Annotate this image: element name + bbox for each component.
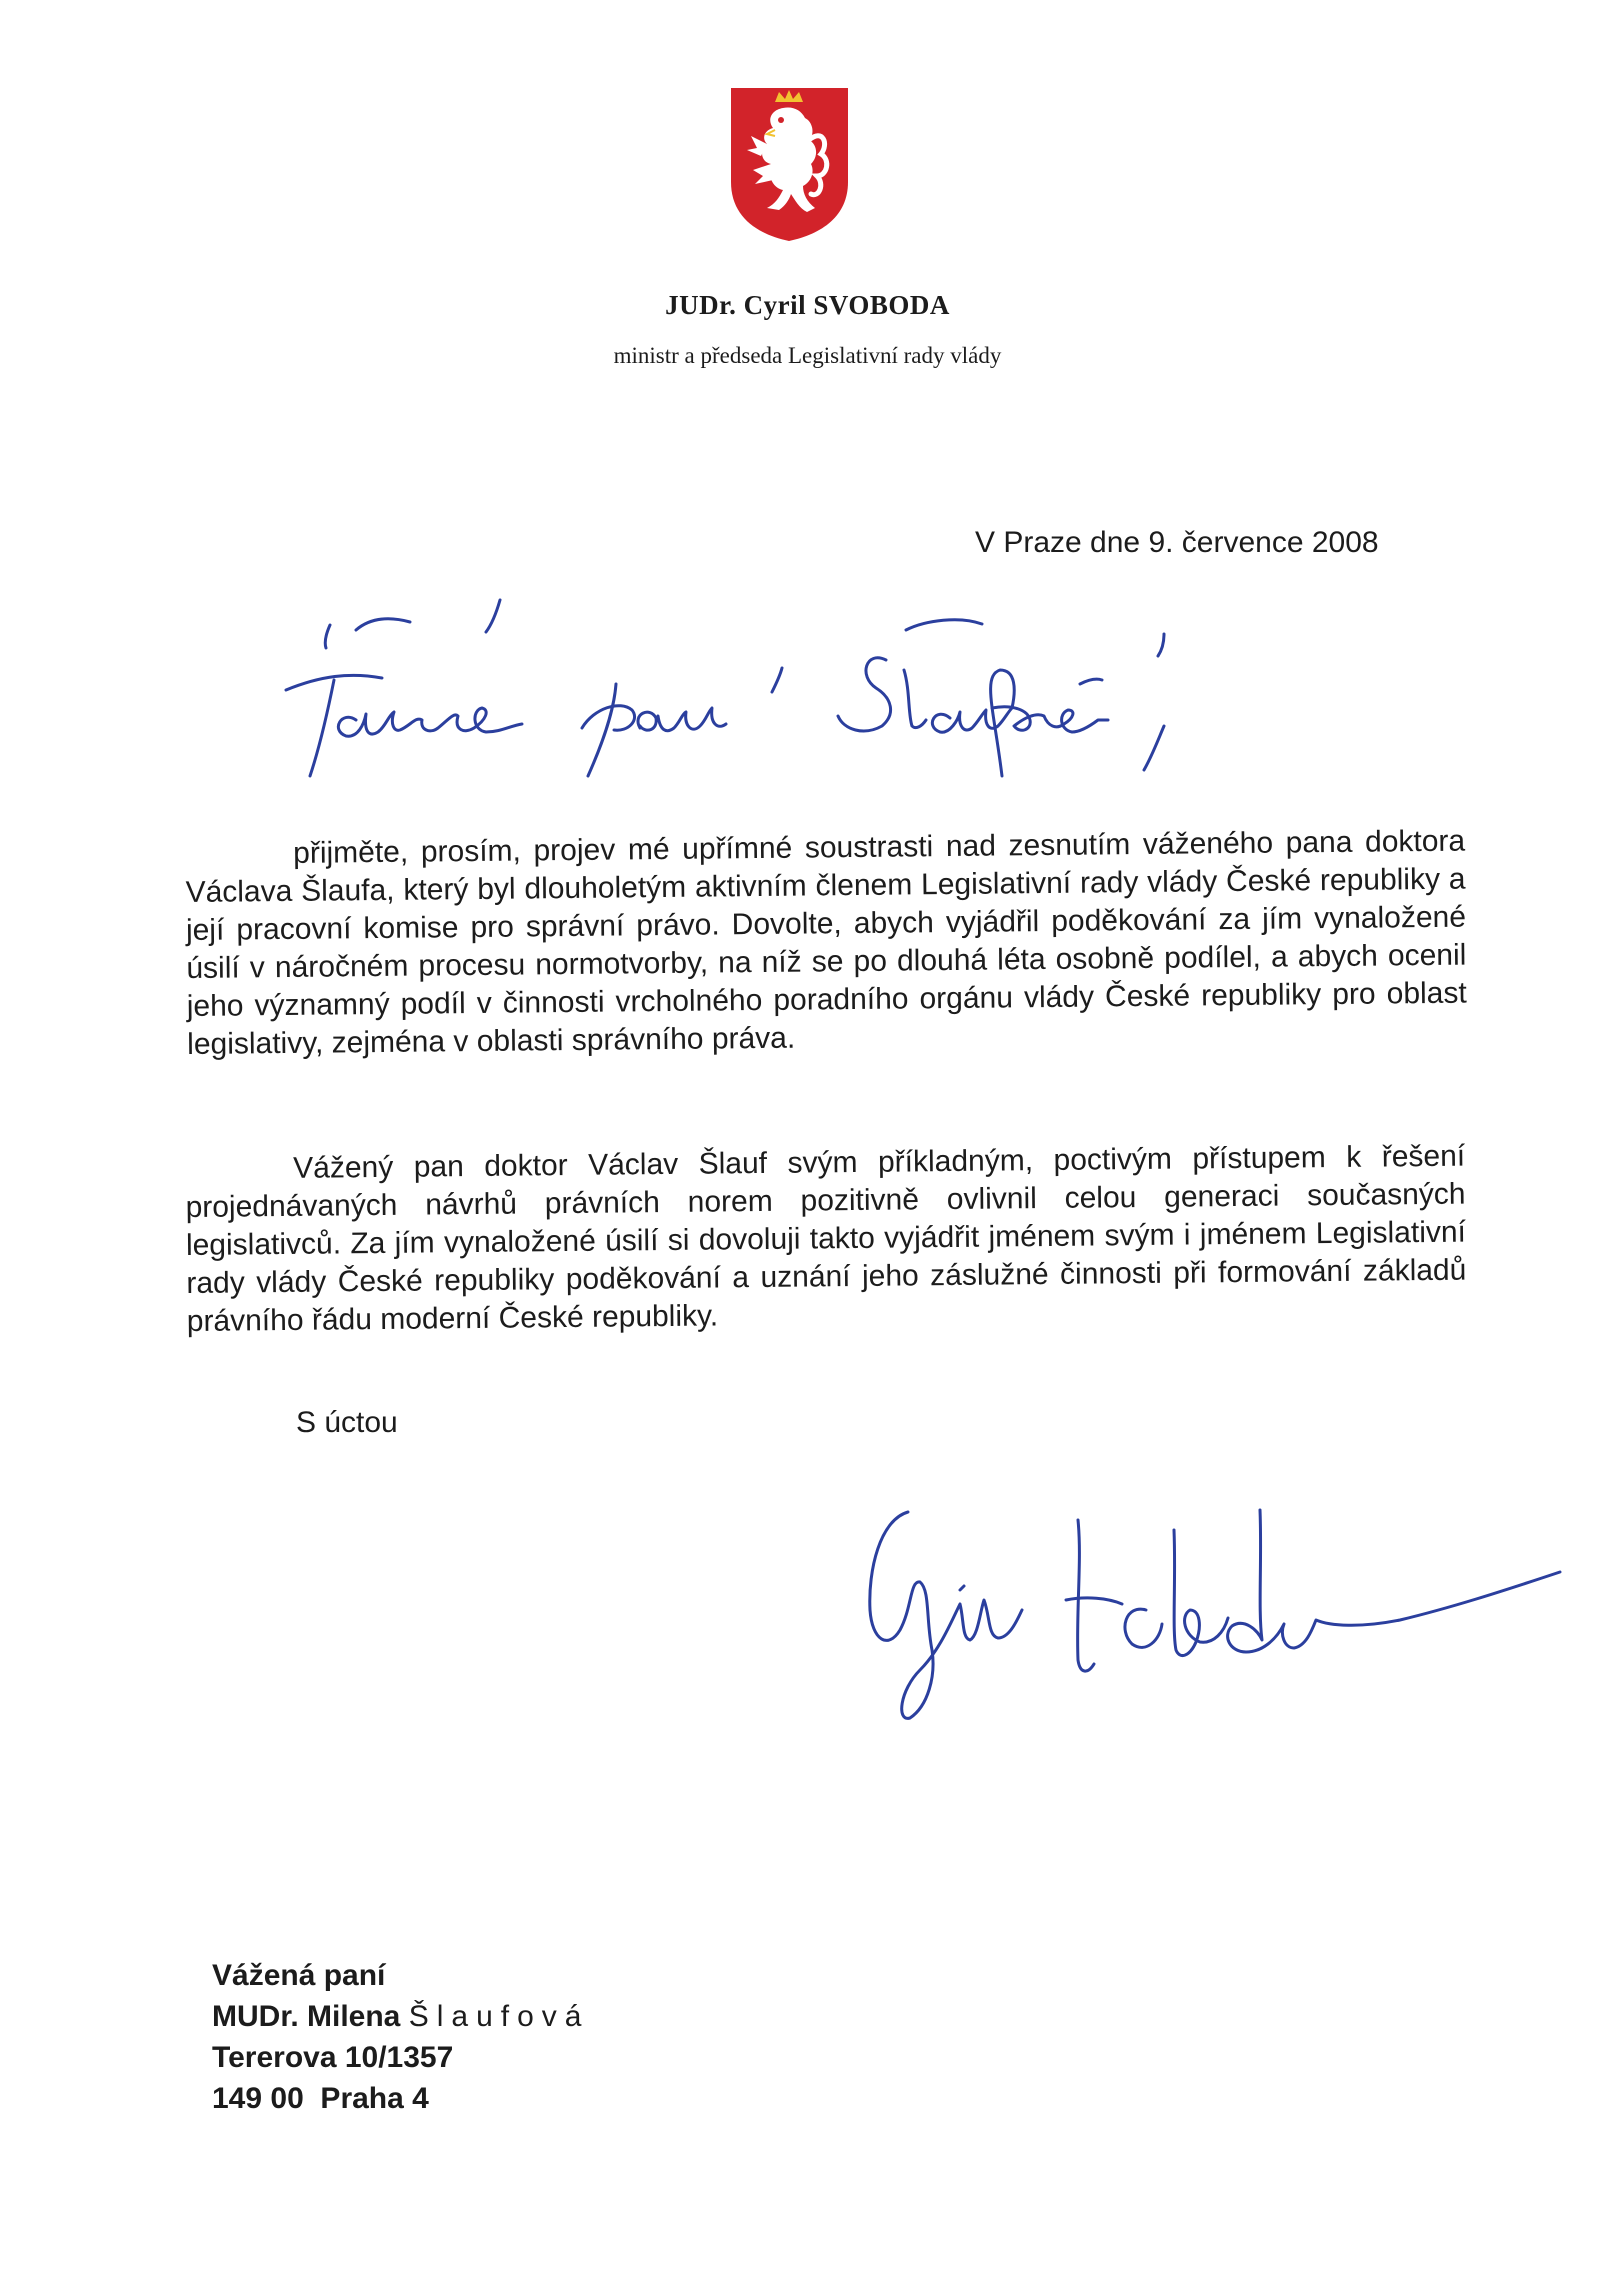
handwritten-salutation — [260, 580, 1210, 790]
letter-date: V Praze dne 9. července 2008 — [975, 526, 1379, 559]
closing: S úctou — [296, 1406, 398, 1439]
body-paragraph-1: přijměte, prosím, projev mé upřímné soustrasti nad zesnutím váženého pana doktora Václava Šlaufa, který byl dlouholetým aktivním členem Legislativní rady vlády České republiky a její pracovní komise pro správní právo. Dovolte, abych vyjádřil poděkování za jím vynaložené úsilí v náročném procesu normotvorby, na níž se po dlouhá léta osobně podílel, a abych ocenil jeho významný podíl v činnosti vrcholného poradního orgánu vlády České republiky pro oblast legislativy, zejména v oblasti správního práva. — [185, 824, 1467, 1061]
body-paragraph-2: Vážený pan doktor Václav Šlauf svým příkladným, poctivým přístupem k řešení projednávaných návrhů právních norem pozitivně ovlivnil celou generaci současných legislativců. Za jím vynaložené úsilí si dovoluji takto vyjádřit jménem svým i jménem Legislativní rady vlády České republiky poděkování a uznání jeho záslužné činnosti při formování základů právního řádu moderní České republiky. — [185, 1139, 1467, 1338]
address-city: 149 00 Praha 4 — [212, 2082, 429, 2115]
address-salutation: Vážená paní — [212, 1959, 386, 1992]
sender-name: JUDr. Cyril SVOBODA — [665, 290, 950, 320]
address-name: MUDr. Milena Šlaufová — [212, 2000, 590, 2033]
handwritten-signature — [860, 1500, 1580, 1735]
czech-coat-of-arms-icon — [727, 84, 852, 244]
address-surname: Šlaufová — [408, 2000, 590, 2033]
address-street: Tererova 10/1357 — [212, 2041, 454, 2074]
sender-title: ministr a předseda Legislativní rady vlády — [613, 343, 1002, 368]
recipient-address — [212, 1955, 589, 2119]
